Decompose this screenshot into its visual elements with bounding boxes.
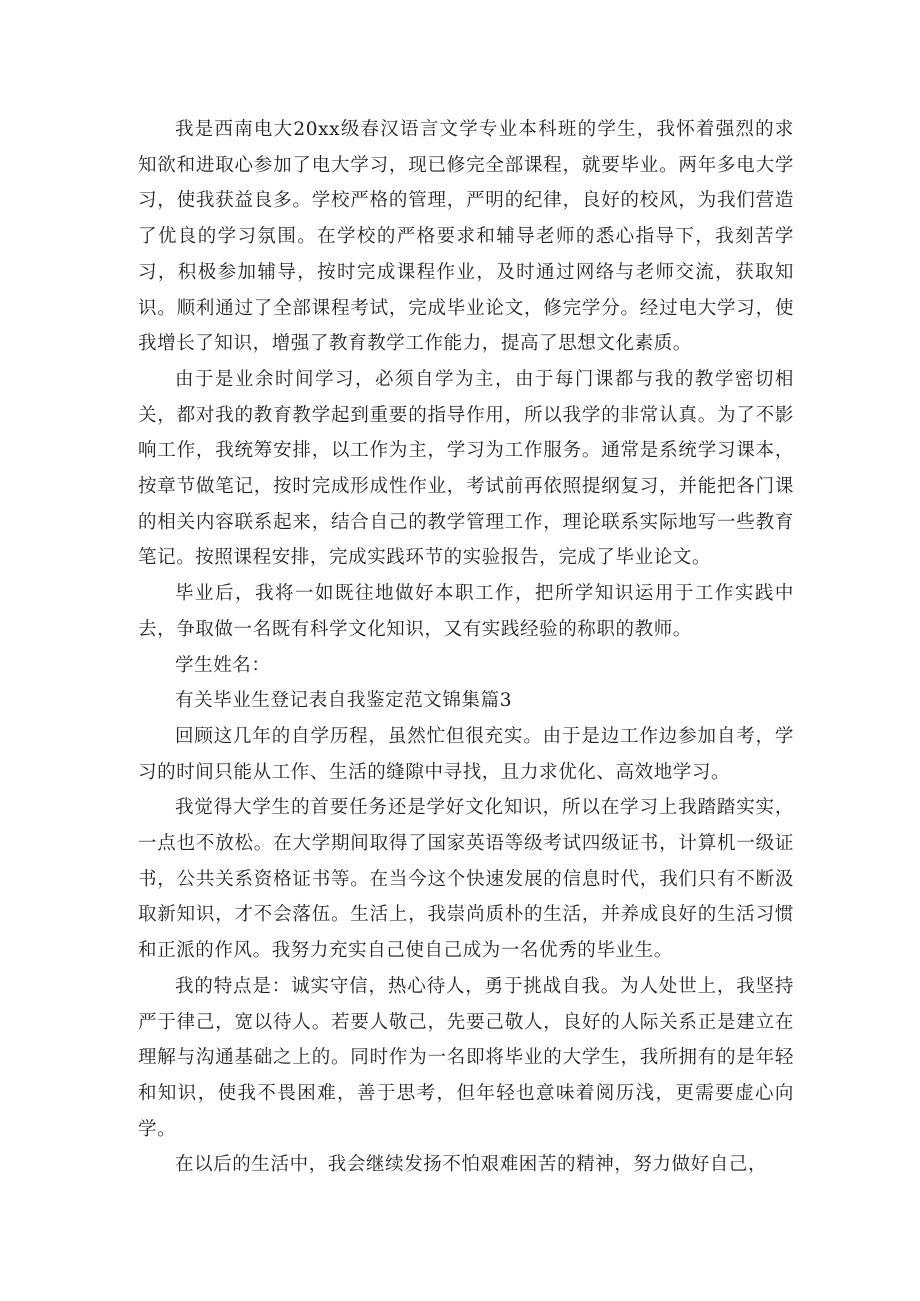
paragraph-traits: 我的特点是：诚实守信，热心待人，勇于挑战自我。为人处世上，我坚持严于律己，宽以待人。若要人敬己，先要己敬人，良好的人际关系正是建立在理解与沟通基础之上的。同时作为一名即将毕业的大学生，我所拥有的是年轻和知识，使我不畏困难，善于思考，但年轻也意味着阅历浅，更需要虚心向学。 <box>138 975 794 1140</box>
paragraph-study-method: 由于是业余时间学习，必须自学为主，由于每门课都与我的教学密切相关，都对我的教育教学起到重要的指导作用，所以我学的非常认真。为了不影响工作，我统筹安排，以工作为主，学习为工作服务。通常是系统学习课本，按章节做笔记，按时完成形成性作业，考试前再依照提纲复习，并能把各门课的相关内容联系起来，结合自己的教学管理工作，理论联系实际地写一些教育笔记。按照课程安排，完成实践环节的实验报告，完成了毕业论文。 <box>138 368 794 569</box>
paragraph-intro: 我是西南电大20xx级春汉语言文学专业本科班的学生，我怀着强烈的求知欲和进取心参加了电大学习，现已修完全部课程，就要毕业。两年多电大学习，使我获益良多。学校严格的管理，严明的纪律，良好的校风，为我们营造了优良的学习氛围。在学校的严格要求和辅导老师的悉心指导下，我刻苦学习，积极参加辅导，按时完成课程作业，及时通过网络与老师交流，获取知识。顺利通过了全部课程考试，完成毕业论文，修完学分。经过电大学习，使我增长了知识，增强了教育教学工作能力，提高了思想文化素质。 <box>138 119 794 355</box>
student-name-label: 学生姓名： <box>175 654 271 676</box>
section-heading: 有关毕业生登记表自我鉴定范文锦集篇3 <box>175 690 513 712</box>
document-body <box>138 112 794 1183</box>
paragraph-after-graduation: 毕业后，我将一如既往地做好本职工作，把所学知识运用于工作实践中去，争取做一名既有科学文化知识，又有实践经验的称职的教师。 <box>138 583 794 640</box>
paragraph-knowledge: 我觉得大学生的首要任务还是学好文化知识，所以在学习上我踏踏实实，一点也不放松。在大学期间取得了国家英语等级考试四级证书，计算机一级证书，公共关系资格证书等。在当今这个快速发展的信息时代，我们只有不断汲取新知识，才不会落伍。生活上，我崇尚质朴的生活，并养成良好的生活习惯和正派的作风。我努力充实自己使自己成为一名优秀的毕业生。 <box>138 797 794 962</box>
paragraph-future: 在以后的生活中，我会继续发扬不怕艰难困苦的精神，努力做好自己， <box>175 1154 768 1176</box>
paragraph-review: 回顾这几年的自学历程，虽然忙但很充实。由于是边工作边参加自考，学习的时间只能从工作、生活的缝隙中寻找，且力求优化、高效地学习。 <box>138 725 794 783</box>
